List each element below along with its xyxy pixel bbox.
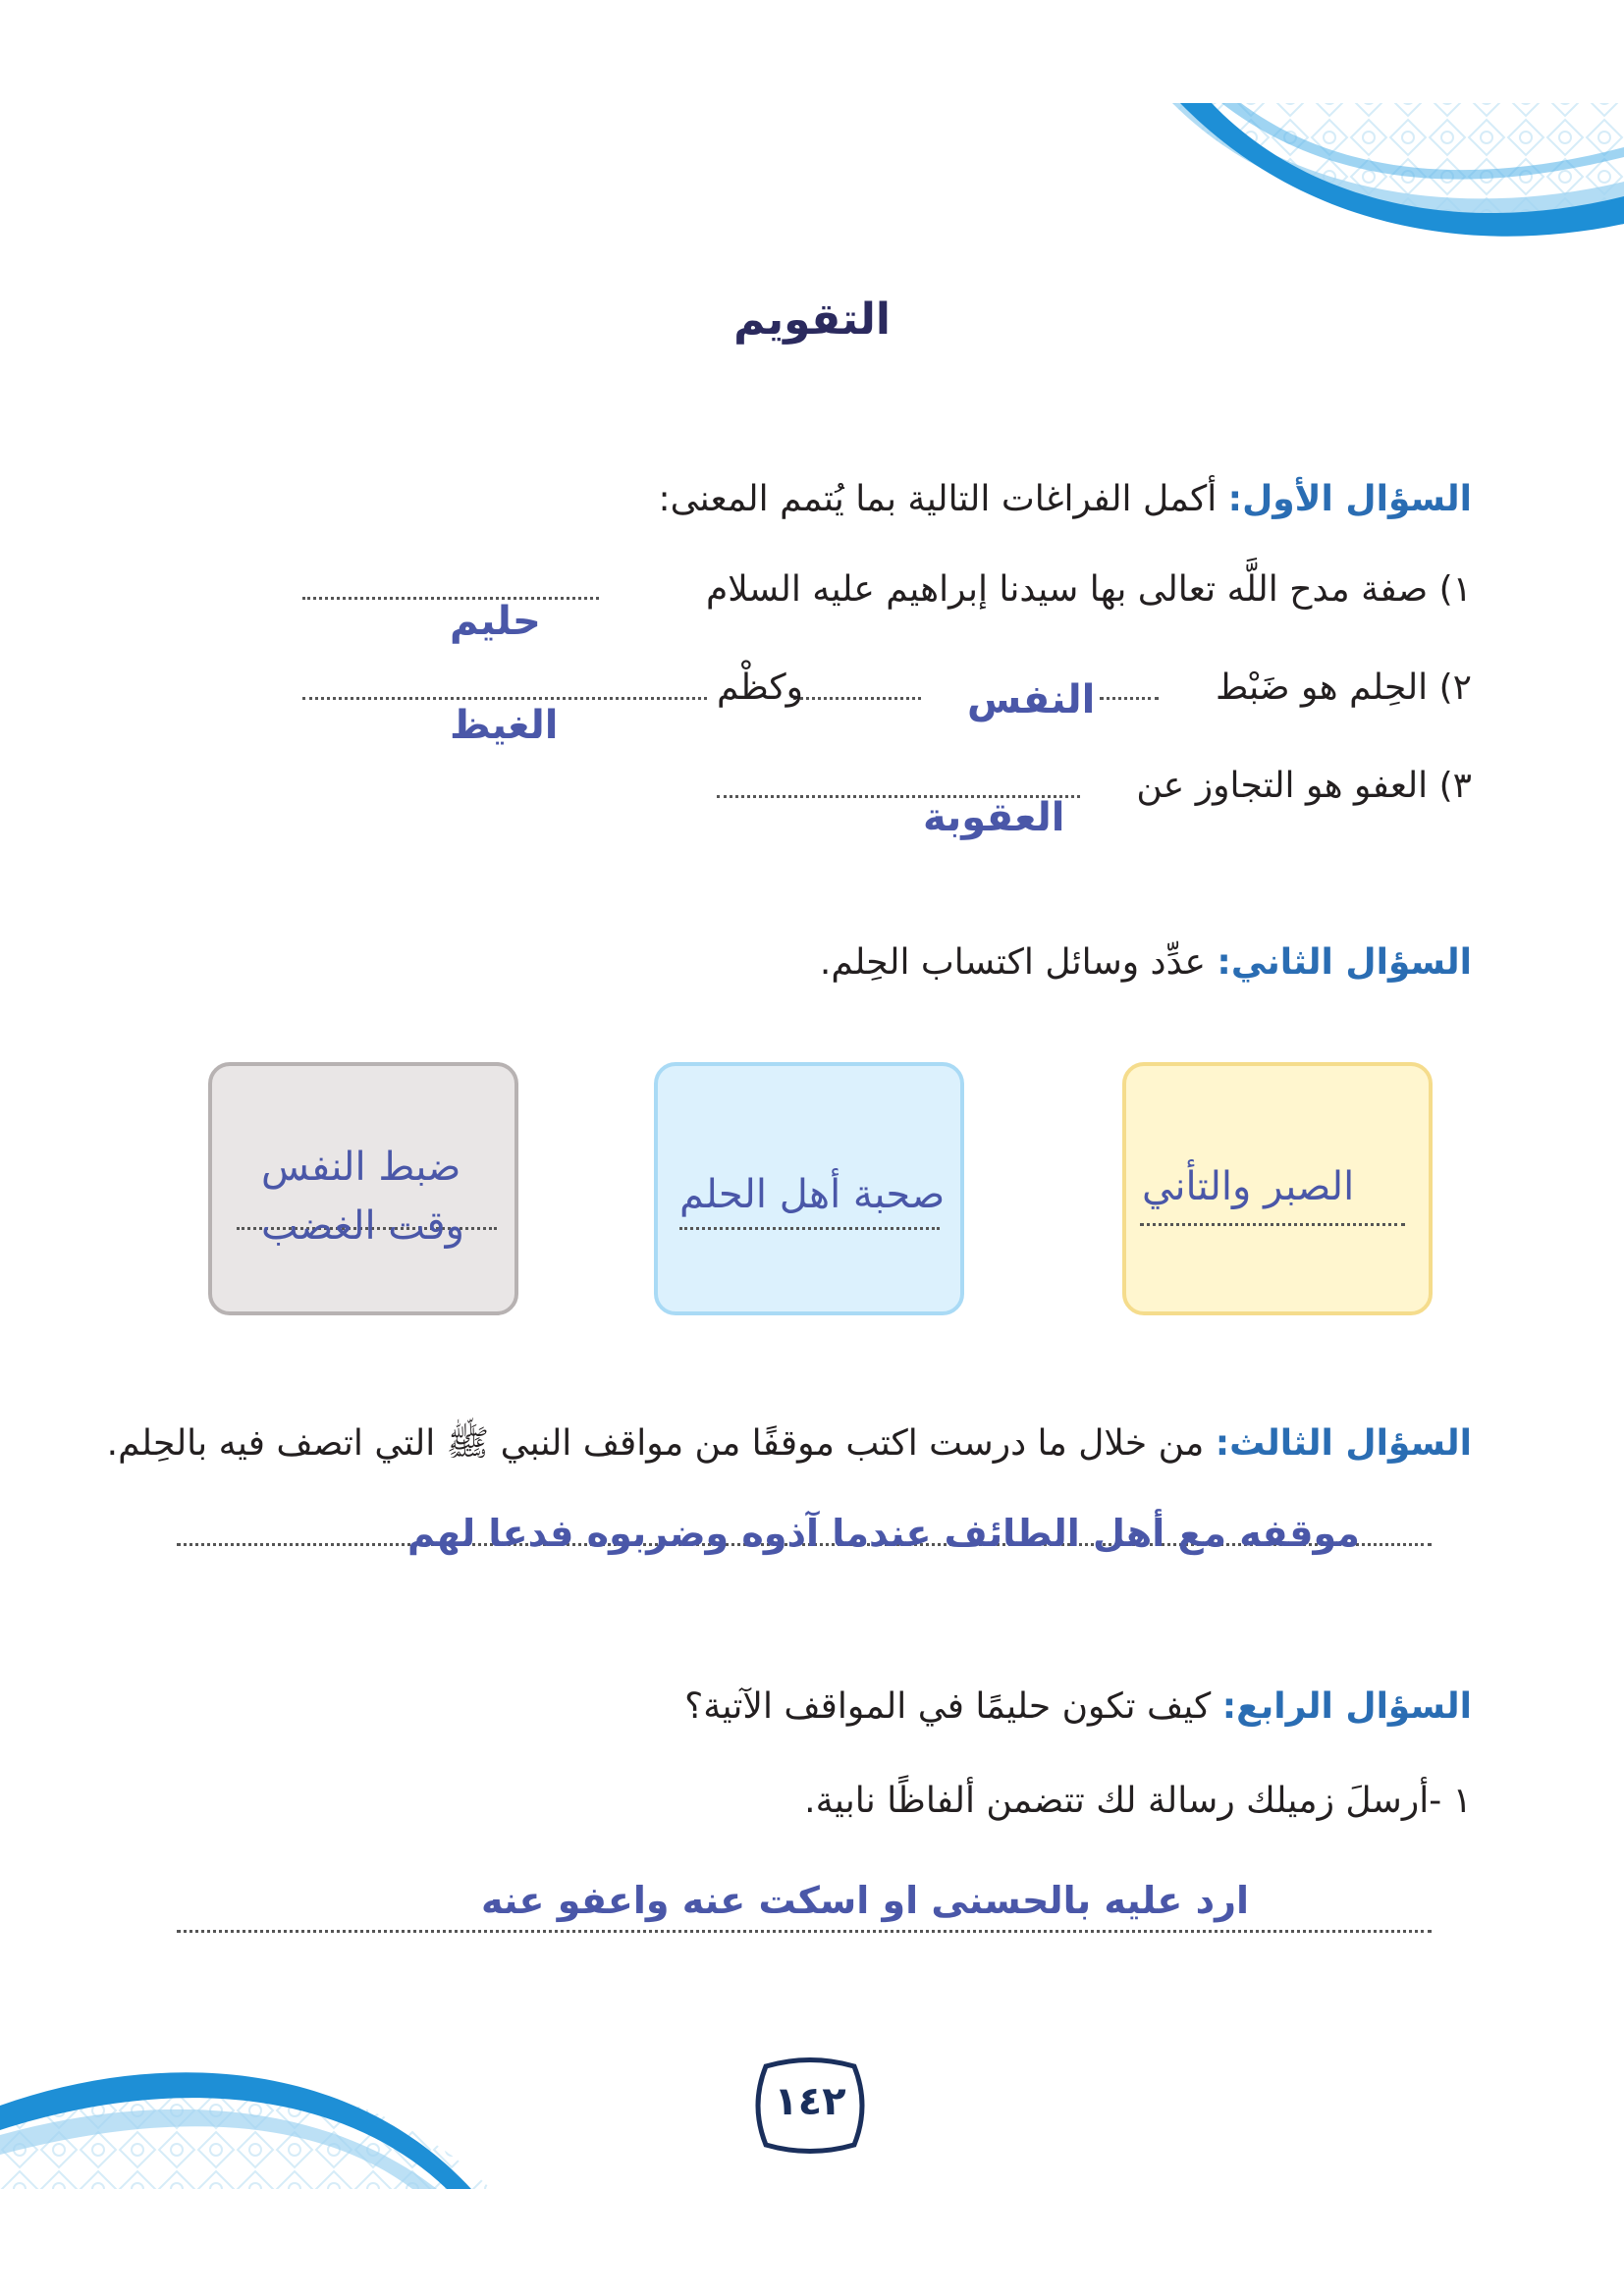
q1-item-2-text-b: وكظْم [717,667,804,708]
q2-card-2[interactable] [654,1062,964,1315]
q2-card-2-answer: صحبة أهل الحلم [679,1172,946,1217]
question-3 [107,1421,1472,1472]
q2-card-3[interactable] [208,1062,518,1315]
q2-card-3-answer-line1: ضبط النفس [261,1145,461,1190]
question-3-prompt: من خلال ما درست اكتب موقفًا من مواقف النبي ﷺ التي اتصف فيه بالحِلم. [106,1423,1205,1464]
question-1-label: السؤال الأول: [1227,479,1472,519]
q1-item-2-answer-b: الغيظ [450,703,559,748]
q1-item-1-text: ١) صفة مدح اللَّه تعالى بها سيدنا إبراهيم عليه السلام [705,569,1472,610]
question-2-prompt: عدِّد وسائل اكتساب الحِلم. [819,942,1206,983]
q4-answer-blank[interactable] [177,1930,1432,1933]
question-2-label: السؤال الثاني: [1217,942,1472,983]
q1-item-2-blank-b[interactable] [302,697,707,700]
q2-card-1-blank [1140,1223,1405,1226]
q2-card-2-blank [679,1227,940,1230]
q2-card-1-answer: الصبر والتأني [1142,1164,1355,1209]
q3-answer: موقفه مع أهل الطائف عندما آذوه وضربوه فدعا لهم [407,1512,1360,1555]
page-number: ١٤٢ [774,2079,846,2124]
question-2 [820,942,1472,983]
question-4-prompt: كيف تكون حليمًا في المواقف الآتية؟ [684,1686,1212,1727]
q1-item-2-blank-a[interactable] [1100,697,1159,700]
q1-item-1-answer: حليم [450,599,541,644]
question-3-label: السؤال الثالث: [1215,1423,1472,1464]
top-wave-decoration [1074,0,1624,285]
bottom-wave-decoration [0,2012,550,2248]
q2-card-1[interactable] [1122,1062,1433,1315]
q1-item-3-text: ٣) العفو هو التجاوز عن [1136,766,1472,806]
q1-item-2-text-a: ٢) الحِلم هو ضَبْط [1216,667,1472,708]
q1-item-2-blank-mid[interactable] [793,697,921,700]
q4-answer: ارد عليه بالحسنى او اسكت عنه واعفو عنه [481,1879,1250,1922]
q1-item-2-answer-a: النفس [967,677,1096,722]
q1-item-3-answer: العقوبة [923,795,1065,840]
q2-card-3-answer-line2: وقت الغضب [261,1203,464,1249]
question-1 [659,479,1473,519]
question-4-label: السؤال الرابع: [1221,1686,1472,1727]
page-title: التقويم [733,294,891,345]
q4-item-1-text: ١ -أرسلَ زميلك رسالة لك تتضمن ألفاظًا نابية. [804,1781,1472,1821]
question-1-prompt: أكمل الفراغات التالية بما يُتمم المعنى: [658,479,1218,519]
question-4 [684,1686,1472,1727]
